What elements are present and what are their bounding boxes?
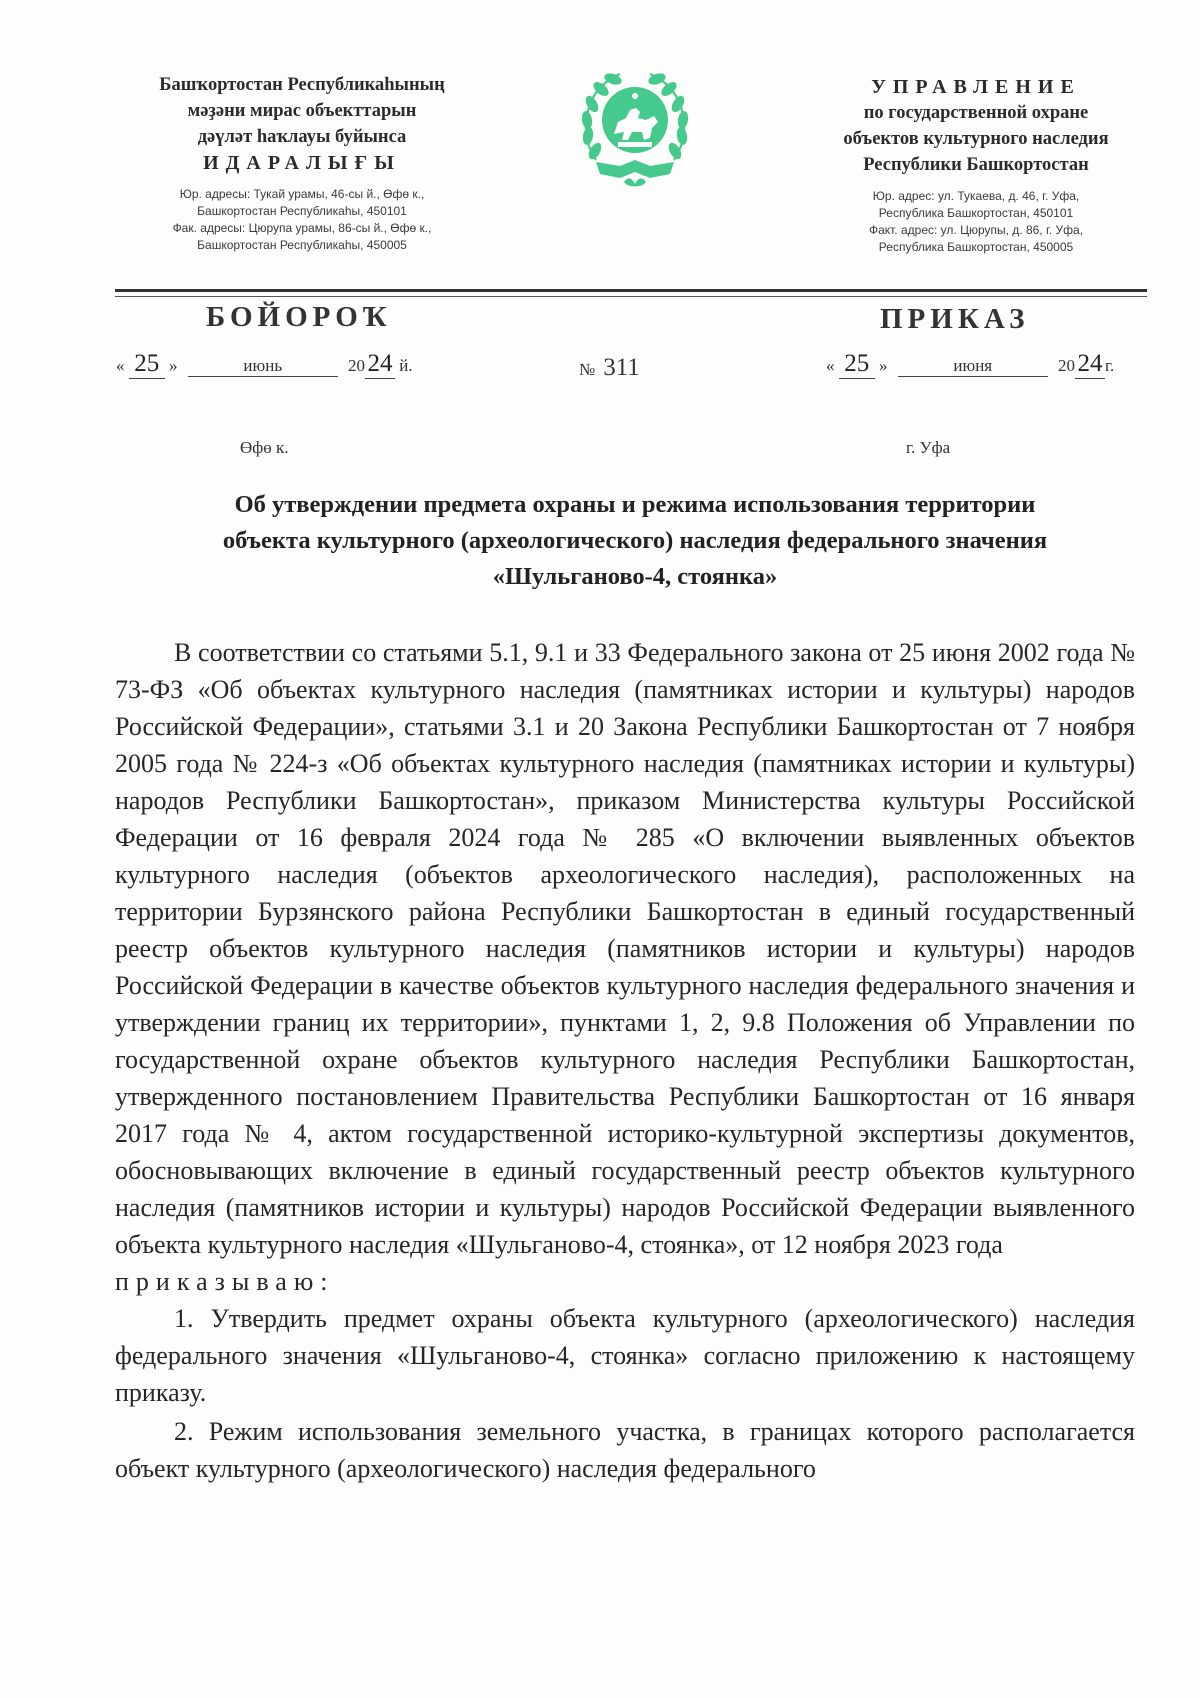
address-right-line-1: Юр. адрес: ул. Тукаева, д. 46, г. Уфа, — [872, 189, 1080, 203]
date-right — [826, 350, 1114, 379]
order-item-2: 2. Режим использования земельного участка, в границах которого располагается объект культурного (археологического) наследия федерального — [115, 1417, 1135, 1483]
date-right-year-prefix: 20 — [1058, 356, 1075, 375]
address-right-line-4: Республика Башкортостан, 450005 — [878, 240, 1074, 254]
org-name-right: УПРАВЛЕНИЕ — [871, 76, 1081, 98]
date-right-year-suffix: 24 — [1075, 350, 1105, 379]
org-line-left-1: Башҡортостан Республикаһының — [159, 75, 445, 95]
address-left-line-2: Башкортостан Республикаһы, 450101 — [197, 204, 407, 218]
title-line-3: «Шульганово-4, стоянка» — [492, 563, 778, 590]
title-line-1: Об утверждении предмета охраны и режима использования территории — [234, 491, 1036, 518]
org-name-left: ИДАРАЛЫҒЫ — [203, 152, 401, 174]
date-right-open-quote: « — [826, 356, 835, 375]
address-left-line-1: Юр. адресы: Тукай урамы, 46-сы й., Өфө к., — [179, 187, 425, 201]
header-divider-thick — [115, 289, 1147, 292]
city-russian: г. Уфа — [906, 438, 951, 457]
bashkortostan-coat-of-arms-icon — [574, 64, 696, 194]
doc-type-russian: ПРИКАЗ — [880, 303, 1030, 335]
date-left-open-quote: « — [116, 356, 125, 375]
order-number — [579, 354, 640, 382]
date-left-year-prefix: 20 — [348, 356, 365, 375]
order-item-1: 1. Утвердить предмет охраны объекта культурного (археологического) наследия федерального значения «Шульганово-4, стоянка» согласно приложению к настоящему приказу. — [115, 1304, 1135, 1407]
date-left-year-suffix: 24 — [365, 350, 395, 379]
title-line-2: объекта культурного (археологического) наследия федерального значения — [222, 527, 1048, 554]
address-right-line-2: Республика Башкортостан, 450101 — [878, 206, 1074, 220]
date-left-suffix: й. — [399, 356, 413, 375]
address-left — [118, 186, 486, 254]
org-line-left-3: дәүләт һаҡлауы буйынса — [197, 127, 407, 147]
date-right-suffix: г. — [1105, 356, 1115, 375]
document-title — [115, 487, 1155, 595]
org-line-right-3: Республики Башкортостан — [863, 155, 1089, 175]
date-left-day: 25 — [129, 350, 165, 379]
date-right-close-quote: » — [879, 356, 888, 375]
header-right — [788, 74, 1164, 256]
date-right-day: 25 — [839, 350, 875, 379]
org-line-right-2: объектов культурного наследия — [843, 129, 1109, 149]
date-left-close-quote: » — [169, 356, 178, 375]
preamble-paragraph: В соответствии со статьями 5.1, 9.1 и 33 Федерального закона от 25 июня 2002 года № 73-ФЗ «Об объектах культурного наследия (памятниках истории и культуры) народов Российской Федерации», статьями 3.1 и 20 Закона Республики Башкортостан от 7 ноября 2005 года № 224-з «Об объектах культурного наследия (памятниках истории и культуры) народов Республики Башкортостан», приказом Министерства культуры Российской Федерации от 16 февраля 2024 года № 285 «О включении выявленных объектов культурного наследия (объектов археологического наследия), расположенных на территории Бурзянского района Республики Башкортостан в единый государственный реестр объектов культурного наследия (памятников истории и культуры) народов Российской Федерации в качестве объектов культурного наследия федерального значения и утверждении границ их территории», пунктами 1, 2, 9.8 Положения об Управлении по государственной охране объектов культурного наследия Республики Башкортостан, утвержденного постановлением Правительства Республики Башкортостан от 16 января 2017 года № 4, актом государственной историко-культурной экспертизы документов, обосновывающих включение в единый государственный реестр объектов культурного наследия (памятников истории и культуры) народов Российской Федерации выявленного объекта культурного наследия «Шульганово-4, стоянка», от 12 ноября 2023 года — [115, 638, 1135, 1259]
org-line-right-1: по государственной охране — [863, 103, 1089, 123]
doc-type-bashkir: БОЙОРОҠ — [206, 301, 392, 333]
date-left — [116, 350, 413, 379]
date-left-month: июнь — [188, 356, 338, 377]
address-left-line-3: Фак. адресы: Цюрупа урамы, 86-сы й., Өфө к., — [172, 221, 432, 235]
order-number-sign: № — [579, 360, 596, 379]
address-left-line-4: Башкортостан Республикаһы, 450005 — [197, 238, 407, 252]
document-body — [115, 634, 1135, 1487]
org-line-left-2: мәҙәни мирас объекттарын — [187, 101, 417, 121]
city-bashkir: Өфө к. — [240, 438, 289, 457]
order-word: приказываю: — [115, 1267, 335, 1296]
date-right-month: июня — [898, 356, 1048, 377]
header-divider-thin — [115, 296, 1147, 297]
address-right-line-3: Факт. адрес: ул. Цюрупы, д. 86, г. Уфа, — [868, 223, 1084, 237]
order-number-value: 311 — [603, 354, 640, 381]
address-right — [788, 188, 1164, 256]
header-left — [118, 72, 486, 254]
